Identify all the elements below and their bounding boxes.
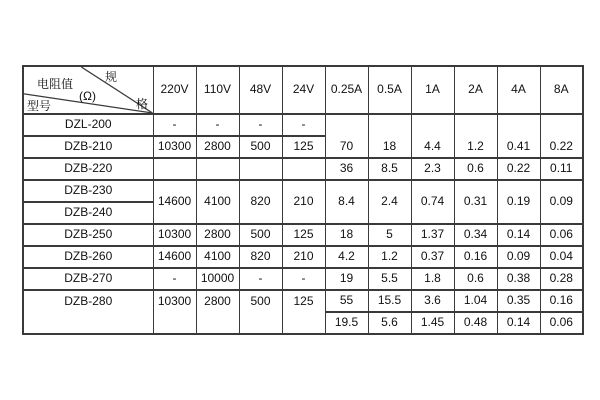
model-cell: DZB-270 bbox=[23, 268, 153, 290]
model-cell: DZB-260 bbox=[23, 246, 153, 268]
value-cell: 0.14 bbox=[497, 312, 540, 334]
value-cell: - bbox=[196, 114, 239, 136]
value-cell: 2800 bbox=[196, 290, 239, 334]
value-cell: - bbox=[282, 114, 325, 136]
value-cell: 0.06 bbox=[540, 224, 583, 246]
corner-label-spec-bottom: 格 bbox=[136, 97, 149, 111]
model-cell: DZB-250 bbox=[23, 224, 153, 246]
value-cell: 2.4 bbox=[368, 180, 411, 224]
value-cell: 0.04 bbox=[540, 246, 583, 268]
model-cell: DZB-230 bbox=[23, 180, 153, 202]
value-cell: 10300 bbox=[153, 290, 196, 334]
value-cell: 15.5 bbox=[368, 290, 411, 312]
value-cell: 19 bbox=[325, 268, 368, 290]
value-cell: 0.37 bbox=[411, 246, 454, 268]
value-cell: 0.09 bbox=[540, 180, 583, 224]
value-cell: 820 bbox=[239, 180, 282, 224]
value-cell: 500 bbox=[239, 136, 282, 158]
value-cell: 36 bbox=[325, 158, 368, 180]
value-cell: 0.34 bbox=[454, 224, 497, 246]
resistance-spec-table bbox=[22, 65, 584, 335]
value-cell: 0.16 bbox=[454, 246, 497, 268]
value-cell: 1.45 bbox=[411, 312, 454, 334]
value-cell: 18 bbox=[325, 224, 368, 246]
value-cell: 1.2 bbox=[368, 246, 411, 268]
value-cell: 0.35 bbox=[497, 290, 540, 312]
value-cell: 0.38 bbox=[497, 268, 540, 290]
table-row-dzl-200 bbox=[23, 114, 583, 136]
value-cell: 10300 bbox=[153, 224, 196, 246]
corner-label-resistance: 电阻值 bbox=[37, 77, 74, 91]
value-cell: - bbox=[282, 268, 325, 290]
value-cell: 210 bbox=[282, 180, 325, 224]
value-cell: 0.14 bbox=[497, 224, 540, 246]
value-cell: 0.22 bbox=[497, 158, 540, 180]
value-cell: 500 bbox=[239, 224, 282, 246]
value-cell: - bbox=[239, 268, 282, 290]
value-cell: 1.37 bbox=[411, 224, 454, 246]
value-cell: 0.6 bbox=[454, 268, 497, 290]
value-cell: 0.19 bbox=[497, 180, 540, 224]
model-cell: DZL-200 bbox=[23, 114, 153, 136]
value-cell bbox=[153, 158, 196, 180]
value-cell: 0.41 bbox=[497, 114, 540, 158]
col-header-0-25a: 0.25A bbox=[325, 66, 368, 114]
value-cell: 19.5 bbox=[325, 312, 368, 334]
value-cell: 4.2 bbox=[325, 246, 368, 268]
col-header-0-5a: 0.5A bbox=[368, 66, 411, 114]
value-cell: - bbox=[153, 268, 196, 290]
value-cell: 14600 bbox=[153, 246, 196, 268]
value-cell: 210 bbox=[282, 246, 325, 268]
value-cell: 1.8 bbox=[411, 268, 454, 290]
table-row-dzb-260 bbox=[23, 246, 583, 268]
value-cell: 5.6 bbox=[368, 312, 411, 334]
value-cell: 18 bbox=[368, 114, 411, 158]
value-cell: 4100 bbox=[196, 180, 239, 224]
value-cell: 0.48 bbox=[454, 312, 497, 334]
corner-header-cell bbox=[23, 66, 153, 114]
col-header-1a: 1A bbox=[411, 66, 454, 114]
model-cell: DZB-280 bbox=[23, 290, 153, 334]
value-cell: 500 bbox=[239, 290, 282, 334]
table-row-dzb-280 bbox=[23, 290, 583, 312]
col-header-24v: 24V bbox=[282, 66, 325, 114]
table-row-dzb-220 bbox=[23, 158, 583, 180]
value-cell bbox=[196, 158, 239, 180]
value-cell: 0.16 bbox=[540, 290, 583, 312]
col-header-220v: 220V bbox=[153, 66, 196, 114]
value-cell: 4100 bbox=[196, 246, 239, 268]
corner-label-spec-top: 规 bbox=[105, 70, 118, 84]
value-cell: 1.2 bbox=[454, 114, 497, 158]
model-cell: DZB-210 bbox=[23, 136, 153, 158]
value-cell: 0.06 bbox=[540, 312, 583, 334]
value-cell: 8.5 bbox=[368, 158, 411, 180]
col-header-2a: 2A bbox=[454, 66, 497, 114]
value-cell: 10300 bbox=[153, 136, 196, 158]
value-cell: 1.04 bbox=[454, 290, 497, 312]
value-cell bbox=[282, 158, 325, 180]
value-cell: 10000 bbox=[196, 268, 239, 290]
value-cell: 125 bbox=[282, 290, 325, 334]
value-cell: 14600 bbox=[153, 180, 196, 224]
value-cell: 0.09 bbox=[497, 246, 540, 268]
value-cell: 125 bbox=[282, 224, 325, 246]
value-cell: 4.4 bbox=[411, 114, 454, 158]
value-cell: 2.3 bbox=[411, 158, 454, 180]
corner-label-unit: (Ω) bbox=[79, 89, 96, 103]
value-cell: 125 bbox=[282, 136, 325, 158]
value-cell: 2800 bbox=[196, 224, 239, 246]
value-cell: 0.74 bbox=[411, 180, 454, 224]
value-cell: 0.22 bbox=[540, 114, 583, 158]
value-cell: 55 bbox=[325, 290, 368, 312]
model-cell: DZB-220 bbox=[23, 158, 153, 180]
col-header-4a: 4A bbox=[497, 66, 540, 114]
value-cell: 0.28 bbox=[540, 268, 583, 290]
value-cell: 5.5 bbox=[368, 268, 411, 290]
value-cell: 8.4 bbox=[325, 180, 368, 224]
table-row-dzb-270 bbox=[23, 268, 583, 290]
value-cell: 0.11 bbox=[540, 158, 583, 180]
corner-label-model: 型号 bbox=[27, 99, 52, 113]
value-cell: 3.6 bbox=[411, 290, 454, 312]
value-cell: 0.31 bbox=[454, 180, 497, 224]
value-cell: - bbox=[153, 114, 196, 136]
header-row bbox=[23, 66, 583, 114]
table-row-dzb-230 bbox=[23, 180, 583, 202]
model-cell: DZB-240 bbox=[23, 202, 153, 224]
value-cell: 70 bbox=[325, 114, 368, 158]
value-cell: 2800 bbox=[196, 136, 239, 158]
value-cell: - bbox=[239, 114, 282, 136]
col-header-8a: 8A bbox=[540, 66, 583, 114]
value-cell: 820 bbox=[239, 246, 282, 268]
value-cell: 0.6 bbox=[454, 158, 497, 180]
table-row-dzb-250 bbox=[23, 224, 583, 246]
value-cell: 5 bbox=[368, 224, 411, 246]
col-header-48v: 48V bbox=[239, 66, 282, 114]
col-header-110v: 110V bbox=[196, 66, 239, 114]
value-cell bbox=[239, 158, 282, 180]
